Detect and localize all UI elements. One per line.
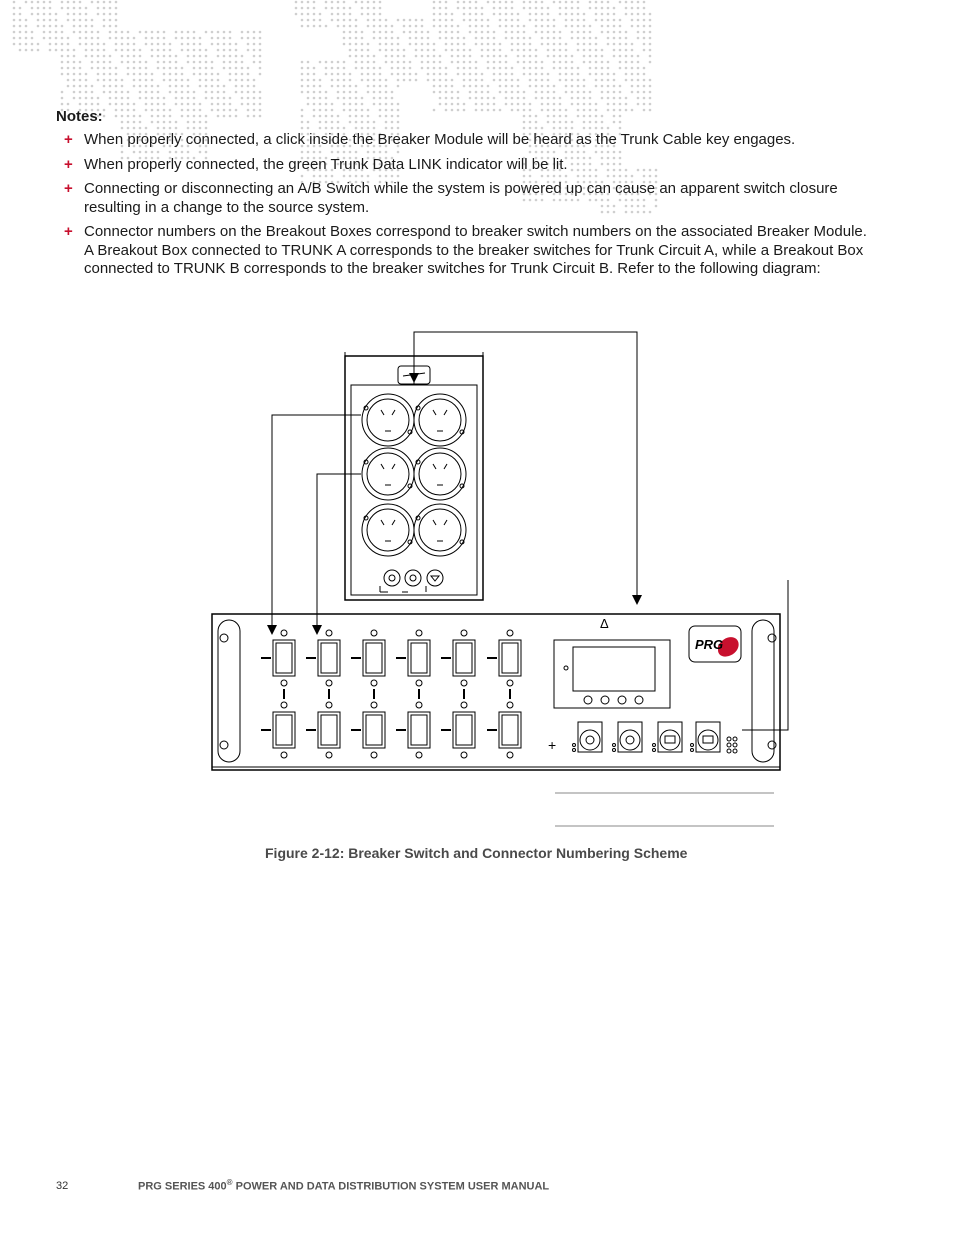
manual-title-suffix: POWER AND DATA DISTRIBUTION SYSTEM USER MANUAL	[232, 1180, 550, 1193]
manual-title	[138, 1178, 549, 1193]
page-number: 32	[56, 1180, 69, 1192]
note-item	[56, 156, 876, 175]
outlet-icon	[414, 448, 466, 500]
breaker-switch	[441, 630, 475, 686]
breaker-connector-diagram	[200, 320, 800, 830]
note-text: Connector numbers on the Breakout Boxes correspond to breaker switch numbers on the associated Breaker Module. A Breakout Box connected to TRUNK A corresponds to the breaker switches for Trunk Circuit A, while a Breakout Box connected to TRUNK B corresponds to the breaker switches for Trunk Circuit B. Refer to the following diagram:	[84, 223, 867, 277]
breaker-switch	[351, 630, 385, 686]
breaker-switch	[396, 702, 430, 758]
note-item	[56, 223, 876, 279]
note-text: Connecting or disconnecting an A/B Switch while the system is powered up can cause an apparent switch closure resulting in a change to the source system.	[84, 180, 838, 216]
bullet-icon: +	[64, 155, 73, 173]
notes-heading: Notes:	[56, 108, 103, 125]
bullet-icon: +	[64, 180, 73, 197]
breaker-switch	[487, 702, 521, 758]
data-ports	[573, 722, 721, 752]
breaker-module	[212, 614, 780, 770]
breaker-switch	[396, 630, 430, 686]
led-indicators	[727, 737, 737, 753]
panel-marker: Δ	[600, 616, 609, 631]
prg-logo-text: PRG	[695, 637, 724, 652]
notes-list	[56, 131, 876, 285]
bullet-icon: +	[64, 223, 73, 240]
breaker-switch	[306, 630, 340, 686]
port-icon	[613, 722, 643, 752]
breaker-switch	[487, 630, 521, 686]
port-icon	[573, 722, 603, 752]
prg-logo	[689, 626, 741, 662]
note-item	[56, 131, 876, 150]
data-port-icons	[380, 570, 443, 592]
note-item	[56, 180, 876, 217]
breaker-switch	[261, 702, 295, 758]
bullet-icon: +	[64, 131, 73, 148]
port-icon	[653, 722, 683, 752]
manual-title-prefix: PRG SERIES 400	[138, 1180, 227, 1193]
outlet-icon	[362, 504, 414, 556]
note-text: When properly connected, a click inside the Breaker Module will be heard as the Trunk Cable key engages.	[84, 131, 796, 148]
breakout-box	[345, 352, 483, 600]
outlet-icon	[362, 448, 414, 500]
outlet-icon	[362, 394, 414, 446]
port-icon	[691, 722, 721, 752]
breaker-switch	[441, 702, 475, 758]
registered-mark: ®	[226, 1178, 233, 1187]
note-text: When properly connected, the green Trunk Data LINK indicator will be lit.	[84, 155, 568, 173]
outlet-icon	[414, 394, 466, 446]
breaker-switch	[306, 702, 340, 758]
breaker-switch	[261, 630, 295, 686]
svg-text:+: +	[548, 737, 557, 753]
outlet-icon	[414, 504, 466, 556]
figure-caption: Figure 2-12: Breaker Switch and Connector Numbering Scheme	[265, 845, 688, 861]
display-panel	[554, 640, 670, 708]
breaker-switch	[351, 702, 385, 758]
